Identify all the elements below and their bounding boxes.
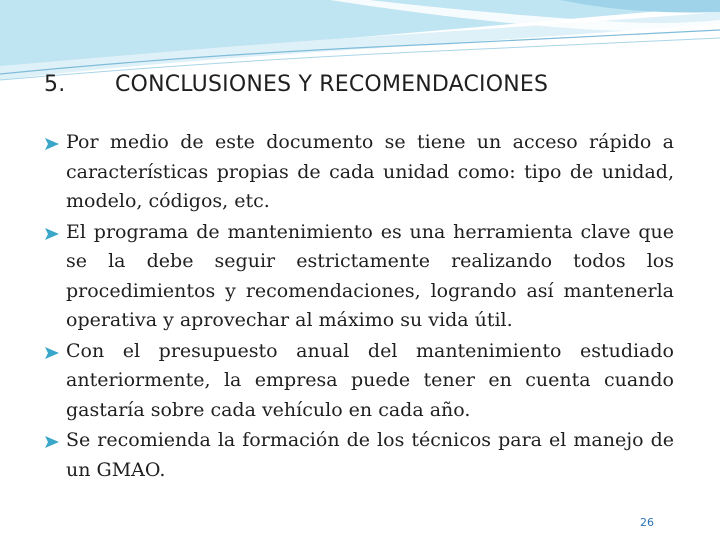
section-number: 5.	[44, 72, 66, 97]
bullet-text: El programa de mantenimiento es una herramienta clave que se la debe seguir estrictamente realizando todos los procedimientos y recomendaciones, logrando así mantenerla operativa y aprovechar al máximo su vida útil.	[66, 220, 674, 331]
bullet-text: Se recomienda la formación de los técnicos para el manejo de un GMAO.	[66, 429, 674, 481]
arrow-bullet-icon	[44, 137, 60, 151]
arrow-bullet-icon	[44, 346, 60, 360]
page-number: 26	[640, 516, 654, 529]
bullet-item	[44, 426, 674, 485]
bullet-text: Con el presupuesto anual del mantenimiento estudiado anteriormente, la empresa puede tener en cuenta cuando gastaría sobre cada vehículo en cada año.	[66, 339, 674, 421]
bullet-list	[44, 128, 674, 486]
arrow-bullet-icon	[44, 227, 60, 241]
slide-title	[44, 72, 684, 108]
bullet-item	[44, 128, 674, 217]
section-title: CONCLUSIONES Y RECOMENDACIONES	[115, 72, 549, 97]
bullet-item	[44, 218, 674, 336]
bullet-item	[44, 337, 674, 426]
arrow-bullet-icon	[44, 435, 60, 449]
bullet-text: Por medio de este documento se tiene un acceso rápido a características propias de cada unidad como: tipo de unidad, modelo, códigos, etc.	[66, 131, 674, 212]
